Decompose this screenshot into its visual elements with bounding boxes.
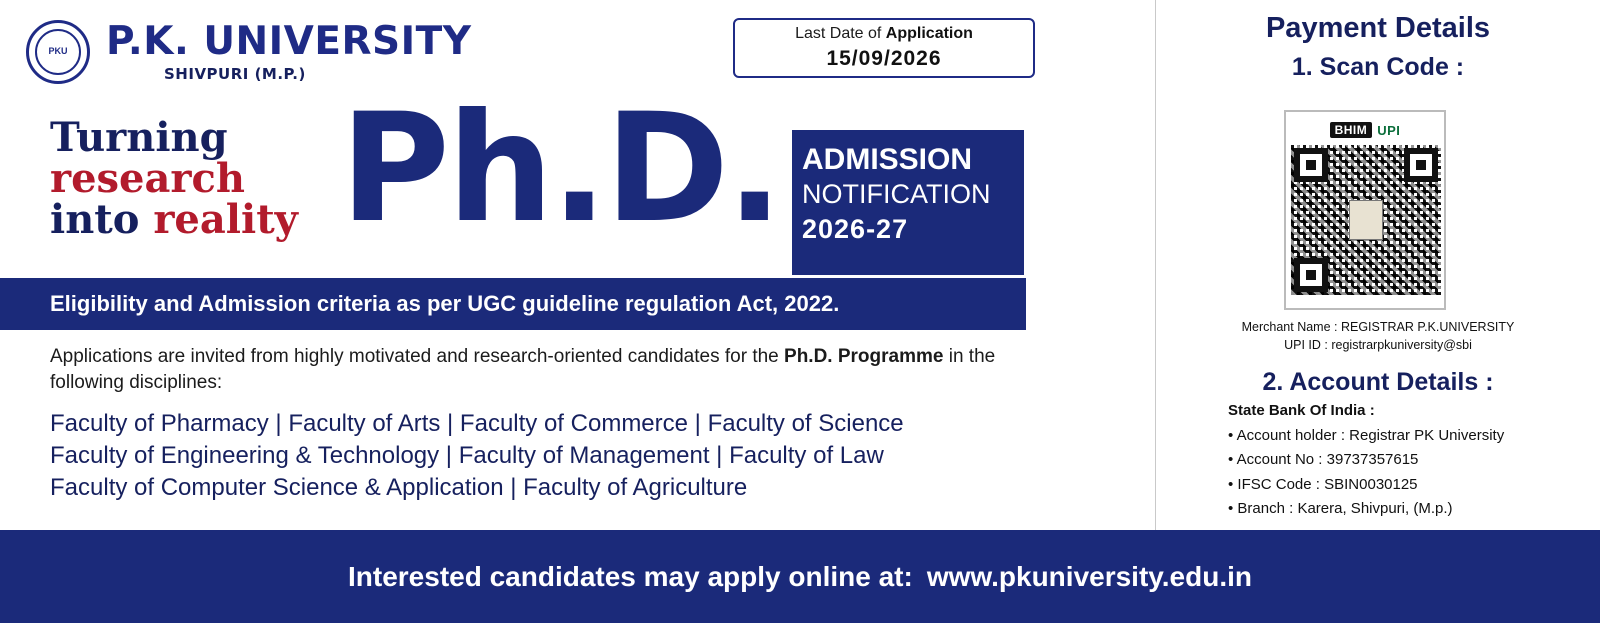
payment-details-title: Payment Details — [1265, 12, 1491, 44]
last-date-box — [733, 18, 1035, 78]
qr-code-image — [1291, 145, 1441, 295]
payment-panel — [1156, 0, 1600, 545]
university-name: P.K. UNIVERSITY — [106, 19, 472, 64]
upi-badge: UPI — [1377, 122, 1401, 138]
intro-programme: Ph.D. Programme — [784, 346, 944, 367]
tagline-line-3a: into — [50, 195, 154, 243]
qr-finder-bottom-left-icon — [1294, 258, 1328, 292]
merchant-name: Merchant Name : REGISTRAR P.K.UNIVERSITY — [1241, 320, 1515, 334]
hero-section — [0, 82, 1090, 278]
tagline-line-1: Turning — [50, 114, 228, 161]
university-location: SHIVPURI (M.P.) — [164, 65, 306, 83]
merchant-info — [1156, 318, 1600, 354]
admission-label: ADMISSION — [802, 143, 973, 176]
bhim-badge: BHIM — [1330, 122, 1373, 138]
qr-badges — [1291, 117, 1439, 143]
tagline-line-2: research — [50, 154, 245, 202]
intro-part-2: in the following disciplines: — [50, 346, 996, 393]
eligibility-bar — [0, 278, 1026, 330]
qr-code-card — [1284, 110, 1446, 310]
tagline-line-3 — [50, 195, 298, 243]
account-details-title: 2. Account Details : — [1262, 368, 1494, 396]
last-date-label-bold: Application — [885, 25, 973, 42]
intro-part-1: Applications are invited from highly motivated and research-oriented candidates for the — [50, 346, 785, 367]
footer-text: Interested candidates may apply online at: — [348, 560, 913, 592]
intro-paragraph — [50, 344, 1030, 395]
admission-notification-box — [792, 130, 1024, 275]
last-date-value: 15/09/2026 — [826, 47, 942, 70]
scan-code-title: 1. Scan Code : — [1291, 53, 1465, 81]
eligibility-text: Eligibility and Admission criteria as per UGC guideline regulation Act, 2022. — [50, 291, 840, 316]
emblem-inner-label: PKU — [35, 29, 81, 75]
degree-title: Ph.D. — [340, 82, 781, 256]
last-date-label-plain: Last Date of — [795, 25, 886, 42]
tagline-line-3b: reality — [153, 195, 298, 243]
admission-year: 2026-27 — [802, 213, 909, 244]
university-branding — [26, 20, 471, 84]
university-logo-icon — [26, 20, 90, 84]
qr-finder-top-right-icon — [1404, 148, 1438, 182]
list-item: • Account holder : Registrar PK University — [1228, 424, 1504, 448]
footer-bar — [0, 530, 1600, 623]
footer-website-link[interactable]: www.pkuniversity.edu.in — [926, 560, 1252, 592]
faculty-list — [50, 408, 1050, 504]
bank-name: State Bank Of India : — [1228, 402, 1375, 419]
university-name-block — [106, 19, 472, 83]
faculty-line-1: Faculty of Pharmacy | Faculty of Arts | Faculty of Commerce | Faculty of Science — [50, 410, 904, 437]
account-details-list — [1228, 424, 1504, 521]
faculty-line-3: Faculty of Computer Science & Application | Faculty of Agriculture — [50, 473, 748, 501]
list-item: • Account No : 39737357615 — [1228, 448, 1504, 472]
list-item: • IFSC Code : SBIN0030125 — [1228, 473, 1504, 497]
tagline — [50, 114, 298, 243]
notification-label: NOTIFICATION — [802, 179, 991, 209]
upi-id: UPI ID : registrarpkuniversity@sbi — [1284, 338, 1472, 353]
qr-finder-top-left-icon — [1294, 148, 1328, 182]
faculty-line-2: Faculty of Engineering & Technology | Faculty of Management | Faculty of Law — [50, 441, 884, 469]
last-date-label — [735, 25, 1033, 43]
list-item: • Branch : Karera, Shivpuri, (M.p.) — [1228, 497, 1504, 521]
qr-center-logo-icon — [1349, 200, 1383, 240]
